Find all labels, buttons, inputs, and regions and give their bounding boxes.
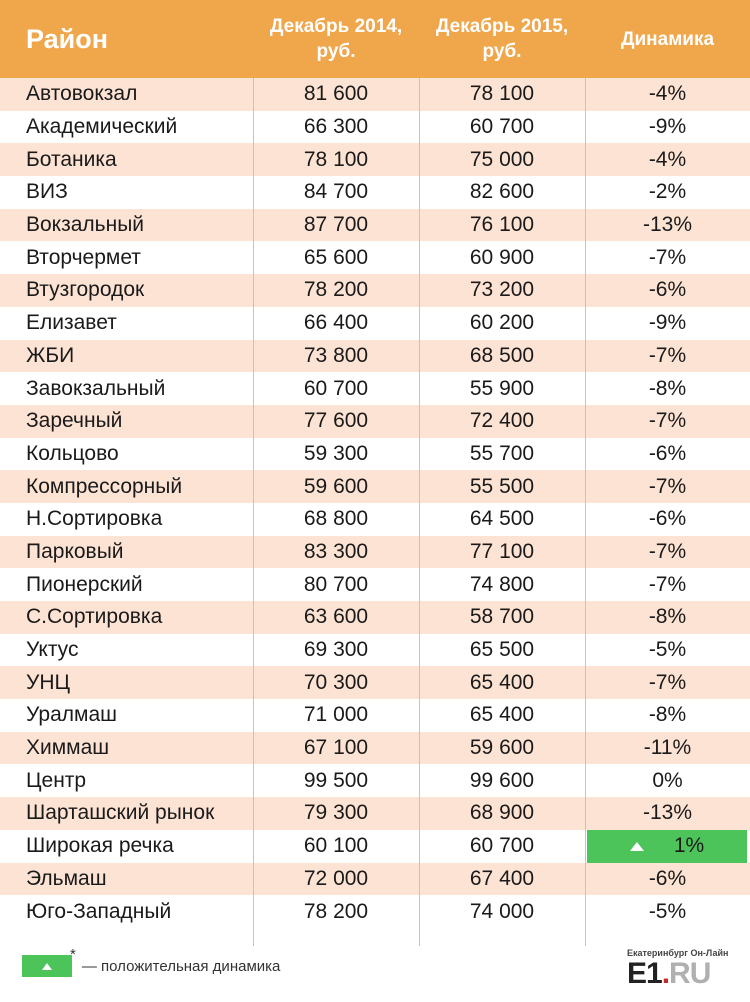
price-2015-cell: 60 700 [469, 115, 535, 139]
price-2014-cell: 83 300 [303, 539, 369, 563]
column-divider [419, 78, 420, 946]
dynamics-value: -5% [648, 899, 687, 923]
dynamics-value: -11% [643, 736, 692, 760]
header-dynamics: Динамика [620, 28, 715, 50]
dynamics-cell [585, 634, 750, 667]
price-2014-cell: 78 200 [303, 278, 369, 302]
dynamics-value: -6% [648, 866, 687, 890]
price-2015-cell: 65 400 [469, 670, 535, 694]
e1-logo [627, 948, 739, 990]
table-row [0, 601, 750, 634]
price-2014-cell: 77 600 [303, 409, 369, 433]
table-row [0, 536, 750, 569]
dynamics-cell [585, 601, 750, 634]
dynamics-value: -7% [648, 539, 687, 563]
header-district: Район [26, 23, 109, 54]
price-2015-cell: 55 900 [469, 376, 535, 400]
price-2014-cell: 67 100 [303, 736, 369, 760]
table-row [0, 666, 750, 699]
header-dec2015-line1: Декабрь 2015, [435, 16, 569, 37]
district-cell: Парковый [26, 539, 124, 563]
table-row [0, 340, 750, 373]
dynamics-cell [585, 143, 750, 176]
price-2014-cell: 59 600 [303, 474, 369, 498]
dynamics-cell [585, 536, 750, 569]
dynamics-value: -7% [648, 409, 687, 433]
district-cell: Елизавет [26, 311, 117, 335]
table-row [0, 732, 750, 765]
dynamics-value: -13% [642, 801, 693, 825]
district-cell: Широкая речка [26, 834, 174, 858]
column-divider [253, 78, 254, 946]
dynamics-cell [585, 666, 750, 699]
logo-mark [627, 958, 739, 990]
dynamics-value: -7% [648, 343, 687, 367]
dynamics-value: -8% [648, 605, 687, 629]
district-cell: Н.Сортировка [26, 507, 163, 531]
dynamics-value: -6% [648, 441, 687, 465]
price-2015-cell: 64 500 [469, 507, 535, 531]
price-2015-cell: 74 800 [469, 572, 535, 596]
table-row [0, 863, 750, 896]
dynamics-cell [585, 568, 750, 601]
dynamics-cell [585, 78, 750, 111]
price-2014-cell: 59 300 [303, 441, 369, 465]
dynamics-cell [585, 111, 750, 144]
table-row [0, 372, 750, 405]
dynamics-value: 0% [652, 768, 683, 792]
price-2015-cell: 60 700 [469, 834, 535, 858]
district-cell: Вокзальный [26, 213, 145, 237]
district-cell: Академический [26, 115, 178, 139]
dynamics-value: -9% [648, 115, 687, 139]
price-2014-cell: 71 000 [303, 703, 369, 727]
price-2014-cell: 69 300 [303, 638, 369, 662]
table-row [0, 438, 750, 471]
dynamics-cell [585, 372, 750, 405]
table-row [0, 470, 750, 503]
triangle-up-icon [42, 963, 52, 970]
dynamics-value: -8% [648, 376, 687, 400]
dynamics-value: -6% [648, 278, 687, 302]
dynamics-cell [585, 699, 750, 732]
dynamics-value: -7% [648, 245, 687, 269]
dynamics-cell [585, 274, 750, 307]
dynamics-cell [585, 241, 750, 274]
table-row [0, 568, 750, 601]
triangle-up-icon [630, 842, 644, 851]
district-cell: Заречный [26, 409, 123, 433]
table-row [0, 895, 750, 928]
legend-positive-swatch [22, 955, 72, 977]
table-body [0, 78, 750, 928]
column-divider [585, 78, 586, 946]
dynamics-cell [585, 307, 750, 340]
table-row [0, 503, 750, 536]
table-row [0, 405, 750, 438]
dynamics-value: -4% [648, 147, 687, 171]
price-2015-cell: 74 000 [469, 899, 535, 923]
dynamics-value: -7% [648, 572, 687, 596]
price-2015-cell: 76 100 [469, 213, 535, 237]
price-2015-cell: 65 500 [469, 638, 535, 662]
price-2015-cell: 78 100 [469, 82, 535, 106]
price-2014-cell: 70 300 [303, 670, 369, 694]
dynamics-value: -9% [648, 311, 687, 335]
dynamics-value: -6% [648, 507, 687, 531]
price-2015-cell: 68 500 [469, 343, 535, 367]
table-row [0, 78, 750, 111]
table-row [0, 307, 750, 340]
table-row [0, 699, 750, 732]
price-2014-cell: 60 700 [303, 376, 369, 400]
dynamics-value: -8% [648, 703, 687, 727]
table-row [0, 143, 750, 176]
dynamics-value: -4% [648, 82, 687, 106]
price-2014-cell: 66 300 [303, 115, 369, 139]
district-cell: Вторчермет [26, 245, 141, 269]
price-2014-cell: 73 800 [303, 343, 369, 367]
table-row [0, 274, 750, 307]
price-2015-cell: 99 600 [469, 768, 535, 792]
district-cell: ЖБИ [26, 343, 75, 367]
price-2015-cell: 73 200 [469, 278, 535, 302]
price-2014-cell: 79 300 [303, 801, 369, 825]
dynamics-cell [585, 340, 750, 373]
header-dec2015-line2: руб. [482, 41, 522, 62]
price-2014-cell: 84 700 [303, 180, 369, 204]
dynamics-cell [585, 863, 750, 896]
legend [22, 945, 281, 977]
table-row [0, 634, 750, 667]
district-cell: Компрессорный [26, 474, 183, 498]
dynamics-value: -5% [648, 638, 687, 662]
district-cell: Химмаш [26, 736, 110, 760]
logo-ru: RU [669, 957, 711, 990]
district-cell: Эльмаш [26, 866, 107, 890]
price-2015-cell: 55 500 [469, 474, 535, 498]
price-2014-cell: 66 400 [303, 311, 369, 335]
dynamics-value: -7% [648, 670, 687, 694]
district-cell: Шарташский рынок [26, 801, 215, 825]
price-2015-cell: 60 900 [469, 245, 535, 269]
district-cell: Втузгородок [26, 278, 145, 302]
table-row [0, 830, 750, 863]
legend-footnote-mark: * [70, 945, 76, 963]
price-2015-cell: 75 000 [469, 147, 535, 171]
price-2014-cell: 87 700 [303, 213, 369, 237]
price-2015-cell: 82 600 [469, 180, 535, 204]
dynamics-cell [585, 438, 750, 471]
dynamics-value: 1% [673, 834, 705, 858]
price-2014-cell: 78 100 [303, 147, 369, 171]
district-cell: УНЦ [26, 670, 71, 694]
dynamics-cell [585, 470, 750, 503]
logo-dot: . [661, 957, 670, 990]
district-cell: Центр [26, 768, 87, 792]
price-2014-cell: 81 600 [303, 82, 369, 106]
table-row [0, 797, 750, 830]
price-2015-cell: 72 400 [469, 409, 535, 433]
price-2014-cell: 78 200 [303, 899, 369, 923]
district-cell: Автовокзал [26, 82, 138, 106]
dynamics-cell [587, 830, 747, 863]
district-cell: Кольцово [26, 441, 119, 465]
price-2015-cell: 65 400 [469, 703, 535, 727]
table-row [0, 176, 750, 209]
price-2015-cell: 77 100 [469, 539, 535, 563]
dynamics-cell [585, 405, 750, 438]
price-2015-cell: 68 900 [469, 801, 535, 825]
price-2014-cell: 63 600 [303, 605, 369, 629]
table-row [0, 764, 750, 797]
price-2015-cell: 58 700 [469, 605, 535, 629]
table-row [0, 241, 750, 274]
price-2014-cell: 68 800 [303, 507, 369, 531]
dynamics-cell [585, 895, 750, 928]
legend-text: — положительная динамика [81, 957, 281, 975]
header-dec2014 [253, 14, 419, 64]
price-2014-cell: 72 000 [303, 866, 369, 890]
dynamics-cell [585, 209, 750, 242]
logo-tagline: Екатеринбург Он-Лайн [627, 948, 729, 958]
district-cell: С.Сортировка [26, 605, 163, 629]
district-cell: Завокзальный [26, 376, 166, 400]
price-2014-cell: 80 700 [303, 572, 369, 596]
dynamics-cell [585, 732, 750, 765]
dynamics-cell [585, 503, 750, 536]
price-2015-cell: 59 600 [469, 736, 535, 760]
price-2014-cell: 65 600 [303, 245, 369, 269]
dynamics-value: -7% [648, 474, 687, 498]
table-header [0, 0, 750, 78]
district-cell: Уктус [26, 638, 79, 662]
price-2015-cell: 60 200 [469, 311, 535, 335]
dynamics-value: -2% [648, 180, 687, 204]
logo-e1: E1 [627, 957, 662, 990]
district-cell: Пионерский [26, 572, 143, 596]
table-row [0, 111, 750, 144]
district-cell: Уралмаш [26, 703, 117, 727]
dynamics-value: -13% [642, 213, 693, 237]
price-2014-cell: 60 100 [303, 834, 369, 858]
dynamics-cell [585, 797, 750, 830]
dynamics-cell [585, 764, 750, 797]
district-cell: ВИЗ [26, 180, 68, 204]
header-dec2014-line1: Декабрь 2014, [269, 16, 403, 37]
header-dec2015 [419, 14, 585, 64]
dynamics-cell [585, 176, 750, 209]
district-cell: Ботаника [26, 147, 117, 171]
price-2015-cell: 67 400 [469, 866, 535, 890]
table-row [0, 209, 750, 242]
price-2014-cell: 99 500 [303, 768, 369, 792]
header-dec2014-line2: руб. [316, 41, 356, 62]
district-cell: Юго-Западный [26, 899, 172, 923]
price-2015-cell: 55 700 [469, 441, 535, 465]
